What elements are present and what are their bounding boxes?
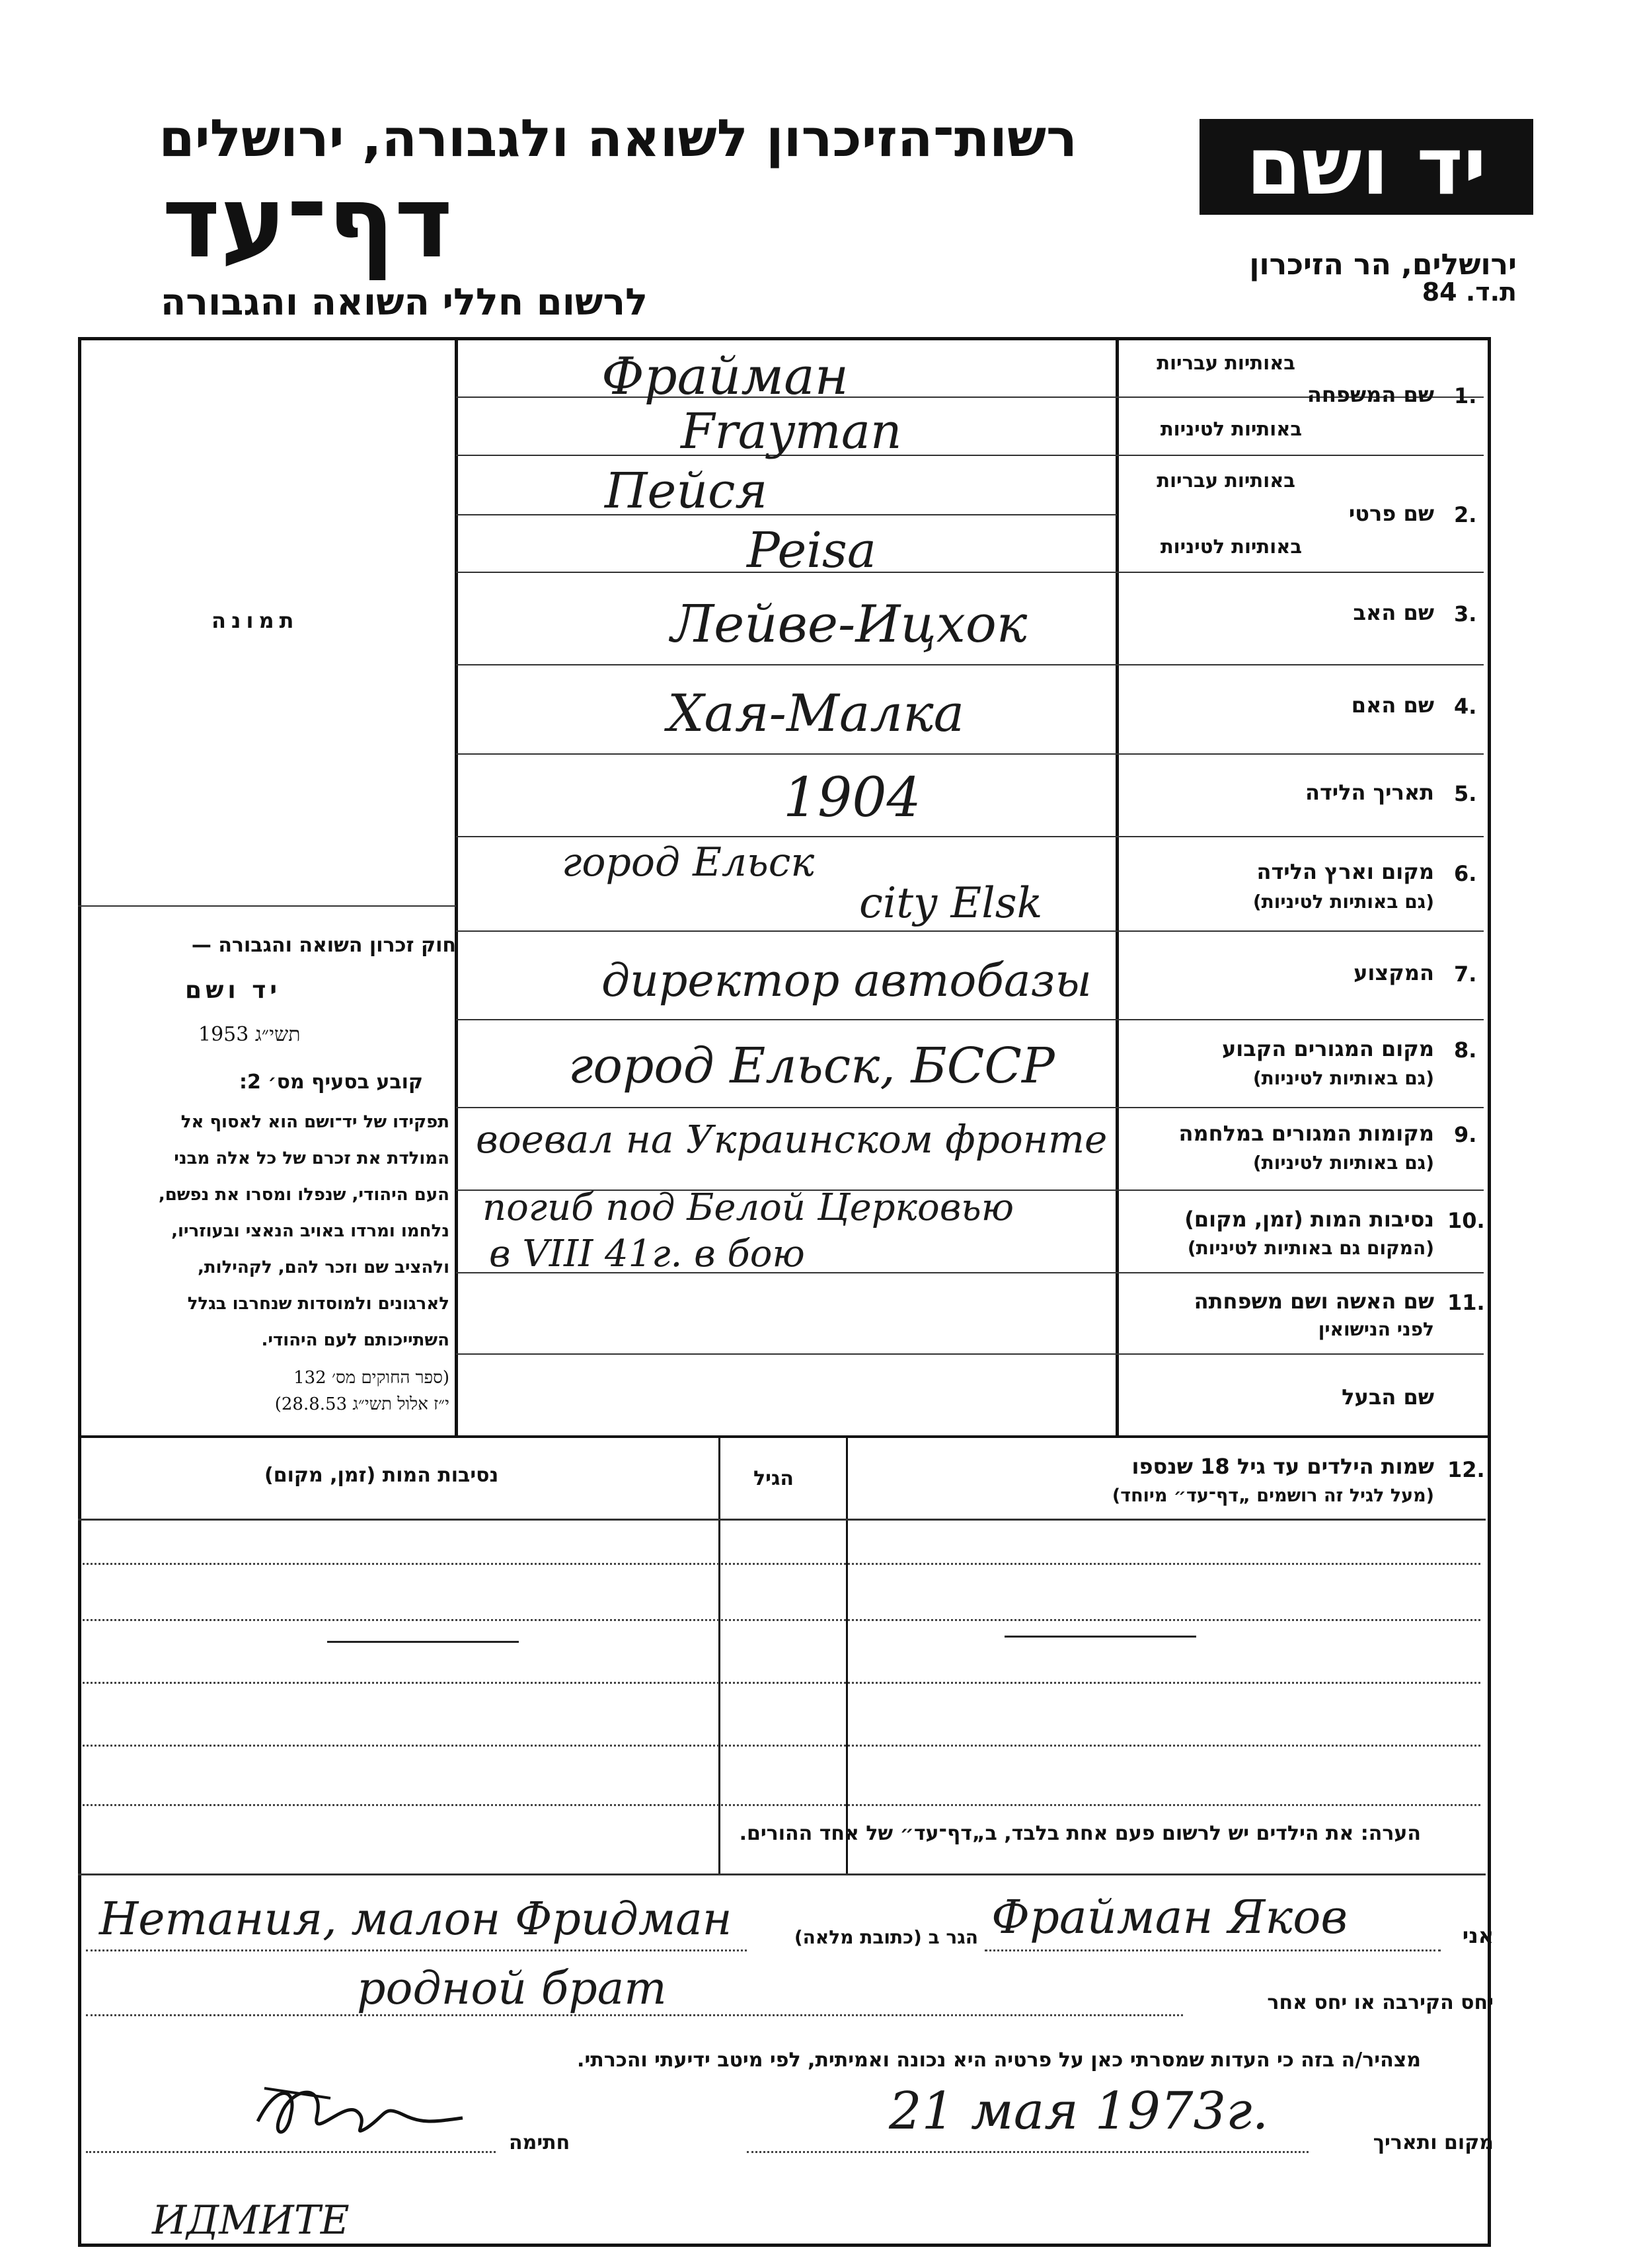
form-title: דף־עד <box>162 165 453 280</box>
field-9-sub: (גם באותיות לטיניות) <box>1252 1152 1434 1174</box>
value-profession: директор автобазы <box>601 955 1092 1007</box>
law-line: לארגונים ולמוסדות שנחרבו בגלל <box>187 1294 449 1314</box>
value-last-name-cyrillic: Фрайман <box>601 347 849 406</box>
law-ref-2: י״ז אלול תשי״ג 28.8.53) <box>274 1394 449 1414</box>
row-line <box>456 1353 1484 1355</box>
value-birth-year: 1904 <box>783 767 921 829</box>
field-9-label: מקומות המגורים במלחמה <box>1178 1121 1434 1146</box>
divider-children <box>78 1435 1488 1438</box>
row-line <box>456 836 1484 837</box>
value-birthplace-cyrillic: город Ельск <box>562 839 815 886</box>
law-line: המולדת את זכרם של כל אלה מבני <box>174 1149 449 1168</box>
value-first-name-latin: Peisa <box>747 522 877 579</box>
declarant-relation-label: יחס הקירבה או יחס אחר <box>1267 1991 1494 2014</box>
row-line <box>456 1019 1484 1020</box>
children-row-line <box>83 1682 1480 1684</box>
signature-scribble <box>251 2075 469 2154</box>
address-line-1: ירושלים, הר הזיכרון <box>1249 248 1517 282</box>
law-line: תפקידו של יד־ושם הוא לאסוף אל <box>180 1112 449 1132</box>
field-3-label: שם האב <box>1353 600 1434 625</box>
value-last-name-latin: Frayman <box>681 403 902 460</box>
children-header-line <box>78 1519 1486 1521</box>
dash-mark <box>327 1641 519 1643</box>
field-8-sub: (גם באותיות לטיניות) <box>1252 1067 1434 1089</box>
row-subline <box>456 514 1117 515</box>
field-9-number: 9. <box>1454 1122 1477 1147</box>
children-bottom-line <box>78 1873 1486 1875</box>
field-4-number: 4. <box>1454 694 1477 719</box>
field-1-label: שם המשפחה <box>1307 382 1434 407</box>
value-wartime-residence: воевал на Украинском фронте <box>476 1117 1108 1162</box>
photo-label: תמונה <box>211 608 299 633</box>
field-1-sub2: באותיות לטיניות <box>1160 418 1302 440</box>
field-7-label: המקצוע <box>1353 960 1434 985</box>
extra-signature: ИДМИТЕ <box>152 2197 350 2244</box>
field-1-sub1: באותיות עבריות <box>1157 352 1295 374</box>
law-line: ולהציב שם וזכר להם, לקהילות, <box>198 1258 449 1277</box>
field-6-sub: (גם באותיות לטיניות) <box>1252 891 1434 913</box>
law-clause: קובע בסעיף מס׳ 2: <box>239 1071 423 1094</box>
children-title-sub: (מעל לגיל זה רושמים „דף־עד״ מיוחד) <box>1112 1486 1434 1506</box>
place-date-value: 21 мая 1973г. <box>889 2082 1269 2141</box>
field-8-number: 8. <box>1454 1038 1477 1063</box>
field-10-sub: (המקום גם באותיות לטיניות) <box>1187 1237 1434 1259</box>
field-10-label: נסיבות המות (זמן, מקום) <box>1184 1207 1434 1232</box>
children-note: הערה: את הילדים יש לרשום פעם אחת בלבד, ב„דף־עד״ של אחד ההורים. <box>739 1822 1421 1845</box>
row-line <box>456 572 1484 573</box>
row-line <box>456 753 1484 755</box>
value-death-circumstances-2: в VIII 41г. в бою <box>489 1232 805 1275</box>
value-birthplace-latin: city Elsk <box>859 879 1043 928</box>
children-row-line <box>83 1745 1480 1747</box>
yad-vashem-logo: יד ושם <box>1200 119 1533 215</box>
law-ref-1: (ספר החוקים מס׳ 132 <box>293 1368 449 1388</box>
children-row-line <box>83 1619 1480 1621</box>
row-line <box>456 455 1484 456</box>
row-line <box>456 1107 1484 1108</box>
field-2-sub2: באותיות לטיניות <box>1160 535 1302 558</box>
law-line: נלחמו ומרדו באויב הנאצי ובעוזריו, <box>171 1221 449 1241</box>
value-residence: город Ельск, БССР <box>568 1038 1055 1094</box>
place-date-label: מקום ותאריך <box>1373 2131 1494 2154</box>
children-col-death: נסיבות המות (זמן, מקום) <box>264 1464 499 1487</box>
value-death-circumstances-1: погиб под Белой Церковью <box>482 1186 1014 1229</box>
field-10-number: 10. <box>1447 1208 1485 1233</box>
dash-mark <box>1005 1636 1196 1638</box>
declarant-address: Нетания, малон Фридман <box>99 1893 732 1946</box>
field-7-number: 7. <box>1454 962 1477 987</box>
children-row-line <box>83 1563 1480 1565</box>
children-title: שמות הילדים עד גיל 18 שנספו <box>1131 1454 1434 1479</box>
declarant-name-line <box>985 1949 1441 1951</box>
field-6-number: 6. <box>1454 861 1477 886</box>
declarant-statement: מצהיר/ה בזה כי העדות שמסרתי כאן על פרטיה היא נכונה ואמיתית, לפי מיטב ידיעתי והכרתי. <box>577 2049 1421 2072</box>
field-6-label: מקום וארץ הלידה <box>1256 859 1434 884</box>
address-line-2: ת.ד. 84 <box>1422 278 1517 307</box>
law-line: העם היהודי, שנפלו ומסרו את נפשם, <box>158 1185 449 1205</box>
field-5-label: תאריך הלידה <box>1305 780 1434 805</box>
field-8-label: מקום המגורים הקבוע <box>1221 1036 1434 1061</box>
field-11-sub: לפני הנישואין <box>1318 1318 1434 1340</box>
value-father-name: Лейве-Ицхок <box>671 595 1028 654</box>
field-11-number: 11. <box>1447 1290 1485 1315</box>
declarant-ani: אני <box>1462 1923 1494 1948</box>
value-first-name-cyrillic: Пейся <box>605 463 768 519</box>
row-line <box>456 664 1484 665</box>
children-row-line <box>83 1804 1480 1806</box>
row-line <box>456 930 1484 932</box>
signature-label: חתימה <box>509 2131 570 2154</box>
authority-title: רשות־הזיכרון לשואה ולגבורה, ירושלים <box>159 109 1077 169</box>
declarant-relation-line <box>86 2014 1183 2016</box>
declarant-resides-label: הגר ב (כתובת מלאה) <box>794 1926 978 1948</box>
law-title: חוק זכרון השואה והגבורה — <box>191 934 456 957</box>
field-husband-label: שם הבעל <box>1342 1384 1434 1410</box>
field-5-number: 5. <box>1454 781 1477 806</box>
form-subtitle: לרשום חללי השואה והגבורה <box>160 281 648 324</box>
value-mother-name: Хая-Малка <box>667 684 965 743</box>
declarant-name: Фрайман Яков <box>991 1890 1348 1944</box>
field-1-number: 1. <box>1454 383 1477 408</box>
declarant-relation: родной брат <box>357 1963 667 2015</box>
law-box-top <box>78 905 456 907</box>
declarant-address-line <box>86 1949 747 1951</box>
field-11-label: שם האשה ושם משפחתה <box>1194 1289 1434 1314</box>
field-3-number: 3. <box>1454 601 1477 626</box>
children-col-divider-1 <box>718 1437 720 1873</box>
law-year: תשי״ג 1953 <box>198 1023 301 1046</box>
field-4-label: שם האם <box>1351 693 1434 718</box>
law-line: השתייכותם לעם היהודי. <box>261 1330 449 1350</box>
children-col-age: הגיל <box>753 1467 794 1490</box>
place-date-line <box>747 2151 1309 2153</box>
field-2-sub1: באותיות עבריות <box>1157 469 1295 492</box>
children-col-divider-2 <box>846 1437 848 1873</box>
field-2-number: 2. <box>1454 502 1477 527</box>
children-number: 12. <box>1447 1457 1485 1482</box>
law-name: יד ושם <box>185 977 282 1004</box>
field-2-label: שם פרטי <box>1348 501 1434 526</box>
